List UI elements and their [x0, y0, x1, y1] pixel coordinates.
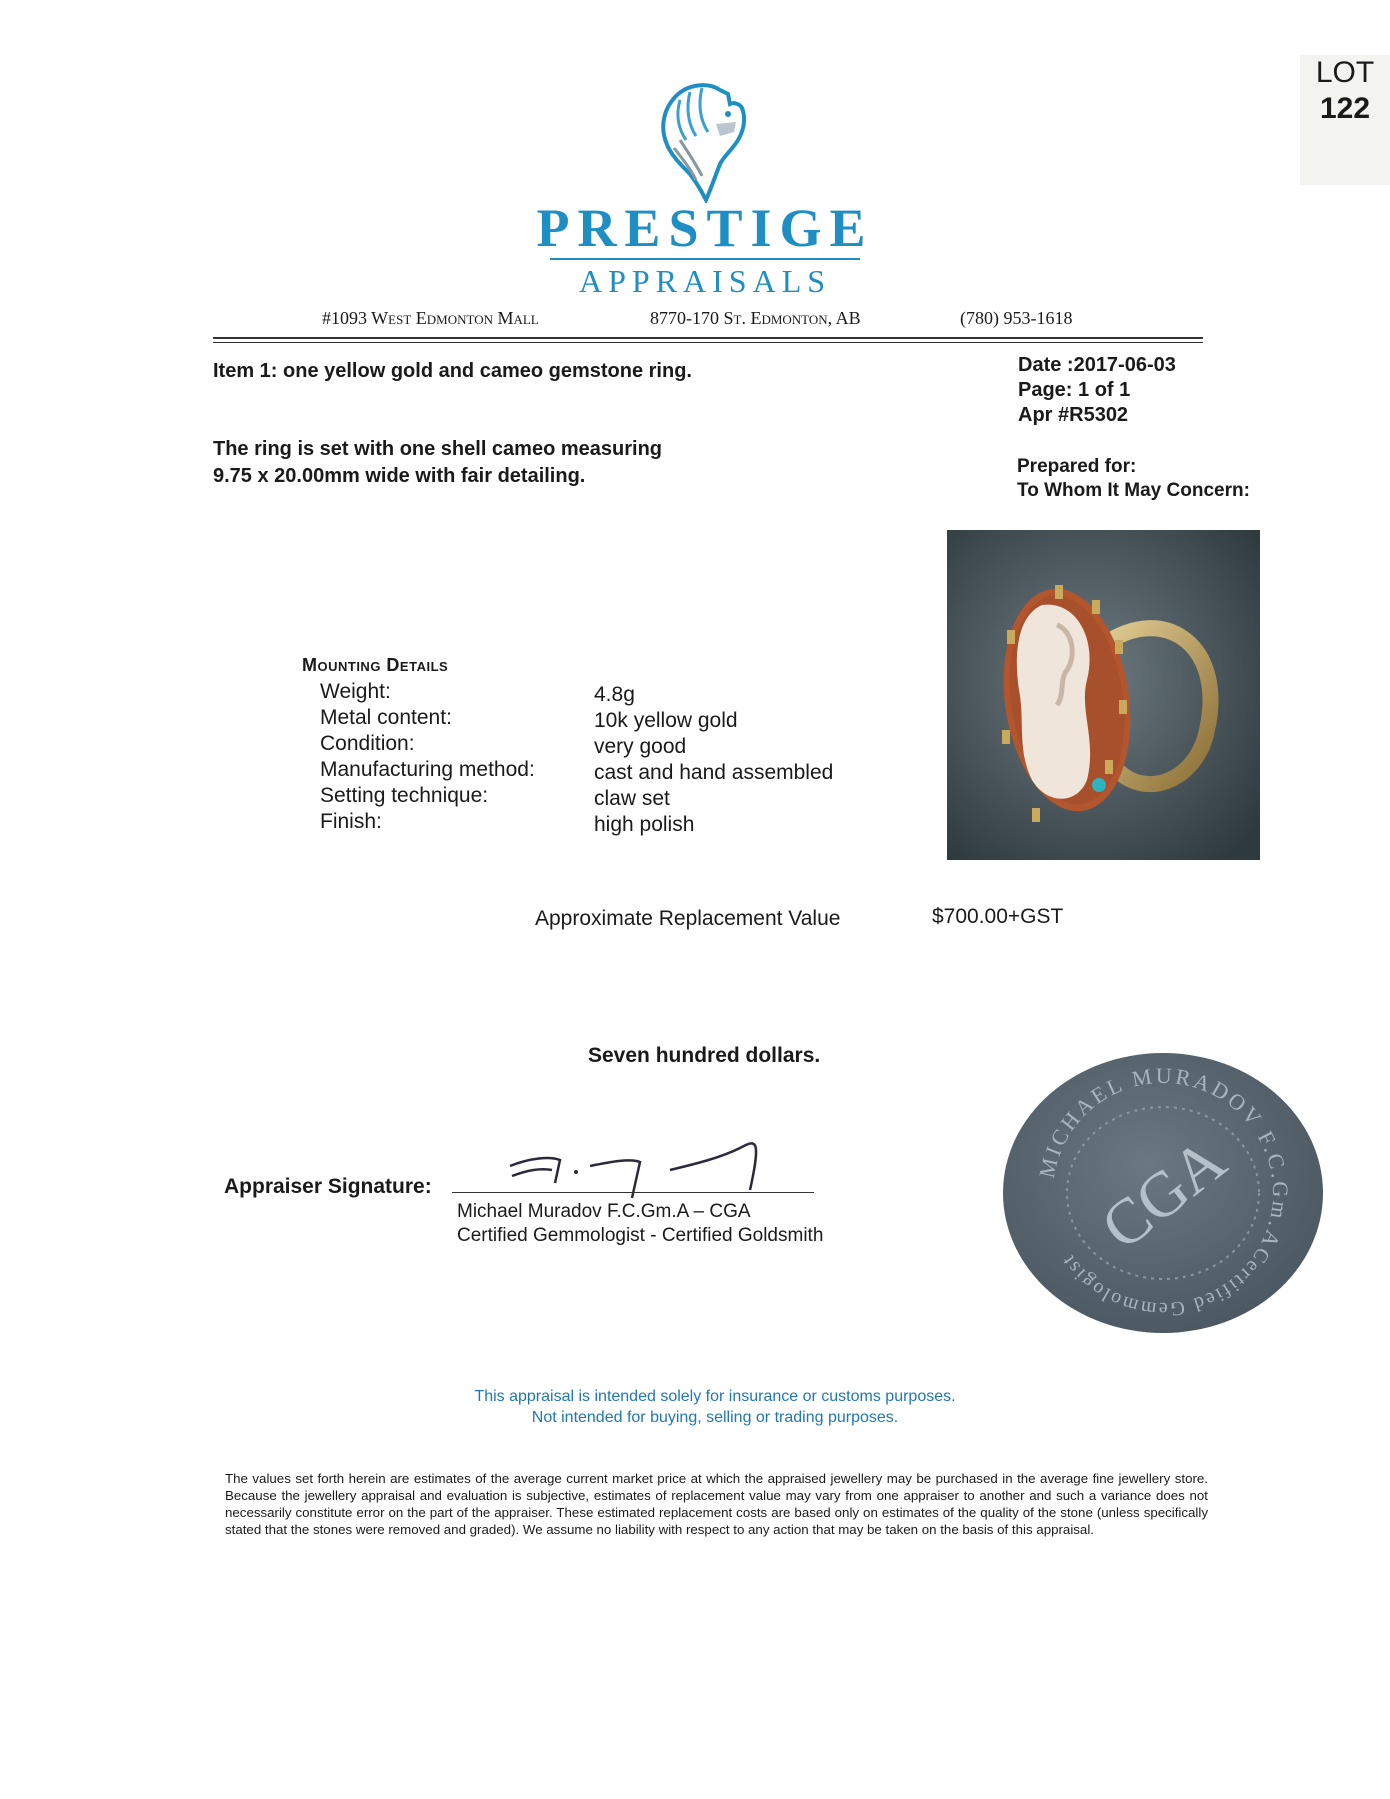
mounting-label-weight: Weight:: [320, 680, 391, 703]
seal-center: CGA: [1088, 1123, 1239, 1263]
mounting-value-setting: claw set: [594, 787, 670, 810]
appraisal-number: Apr #R5302: [1018, 404, 1129, 426]
brand-block: [480, 200, 930, 298]
appraiser-credentials: [457, 1200, 823, 1248]
lot-number: 122: [1319, 92, 1371, 125]
mounting-label-condition: Condition:: [320, 732, 415, 755]
mounting-label-method: Manufacturing method:: [320, 758, 535, 781]
address-phone: (780) 953-1618: [960, 308, 1073, 328]
appraiser-signature-label: Appraiser Signature:: [224, 1175, 432, 1198]
value-in-words: Seven hundred dollars.: [588, 1044, 821, 1067]
lion-logo-icon: [650, 78, 752, 203]
document-meta: [1018, 353, 1176, 428]
ring-photo: [947, 530, 1260, 860]
handwritten-signature: [500, 1128, 800, 1208]
item-desc-line-2: 9.75 x 20.00mm wide with fair detailing.: [213, 465, 586, 487]
appraiser-name: Michael Muradov F.C.Gm.A – CGA: [457, 1201, 751, 1222]
item-description: [213, 436, 662, 490]
fine-print: The values set forth herein are estimates of the average current market price at which the appraised jewellery may be purchased in the average fine jewellery store. Because the jewellery appraisal and evaluation is subjective, estimates of replacement value may vary from one appraiser to another and such a variance does not necessarily constitute error on the part of the appraiser. These estimated replacement costs are based only on estimates of the quality of the stone (unless specifically stated that the stones were removed and graded). We assume no liability with respect to any action that may be taken on the basis of this appraisal.: [225, 1471, 1208, 1537]
mounting-value-finish: high polish: [594, 813, 695, 836]
brand-sub: APPRAISALS: [578, 263, 832, 299]
disclaimer-line-2: Not intended for buying, selling or trading purposes.: [531, 1409, 899, 1426]
disclaimer-line-1: This appraisal is intended solely for insurance or customs purposes.: [474, 1388, 956, 1405]
brand-rule: [550, 258, 860, 260]
seal-ring-top: MICHAEL MURADOV F.C.Gm.A: [1033, 1062, 1294, 1254]
prepared-recipient: To Whom It May Concern:: [1017, 480, 1250, 501]
cga-seal-stamp: [1000, 1050, 1326, 1336]
brand-name: PRESTIGE: [536, 198, 874, 258]
address-street: 8770-170 St. Edmonton, AB: [650, 308, 861, 328]
prepared-label: Prepared for:: [1017, 456, 1137, 477]
prepared-for: [1017, 455, 1250, 503]
appraiser-title: Certified Gemmologist - Certified Goldsmith: [457, 1225, 824, 1246]
lot-label: LOT: [1315, 56, 1375, 89]
mounting-details-heading: Mounting Details: [302, 655, 449, 675]
mounting-value-weight: 4.8g: [594, 683, 635, 706]
mounting-label-setting: Setting technique:: [320, 784, 489, 807]
mounting-value-condition: very good: [594, 735, 687, 758]
signature-line: [452, 1192, 814, 1193]
mounting-label-finish: Finish:: [320, 810, 382, 833]
replacement-value-label: Approximate Replacement Value: [535, 907, 841, 930]
item-title: Item 1: one yellow gold and cameo gemstone ring.: [213, 360, 692, 382]
date: Date :2017-06-03: [1018, 354, 1176, 376]
usage-disclaimer: [380, 1386, 1050, 1428]
mounting-label-metal: Metal content:: [320, 706, 452, 729]
header-rule: [213, 337, 1203, 339]
replacement-value-amount: $700.00+GST: [932, 905, 1064, 928]
mounting-value-method: cast and hand assembled: [594, 761, 834, 784]
seal-ring-bottom: Certified Gemmologist: [1056, 1243, 1274, 1321]
page-number: Page: 1 of 1: [1018, 379, 1131, 401]
item-desc-line-1: The ring is set with one shell cameo measuring: [213, 438, 663, 460]
address-mall: #1093 West Edmonton Mall: [322, 308, 539, 328]
lot-tag: [1300, 55, 1390, 185]
mounting-value-metal: 10k yellow gold: [594, 709, 738, 732]
header-rule-thin: [213, 342, 1203, 343]
